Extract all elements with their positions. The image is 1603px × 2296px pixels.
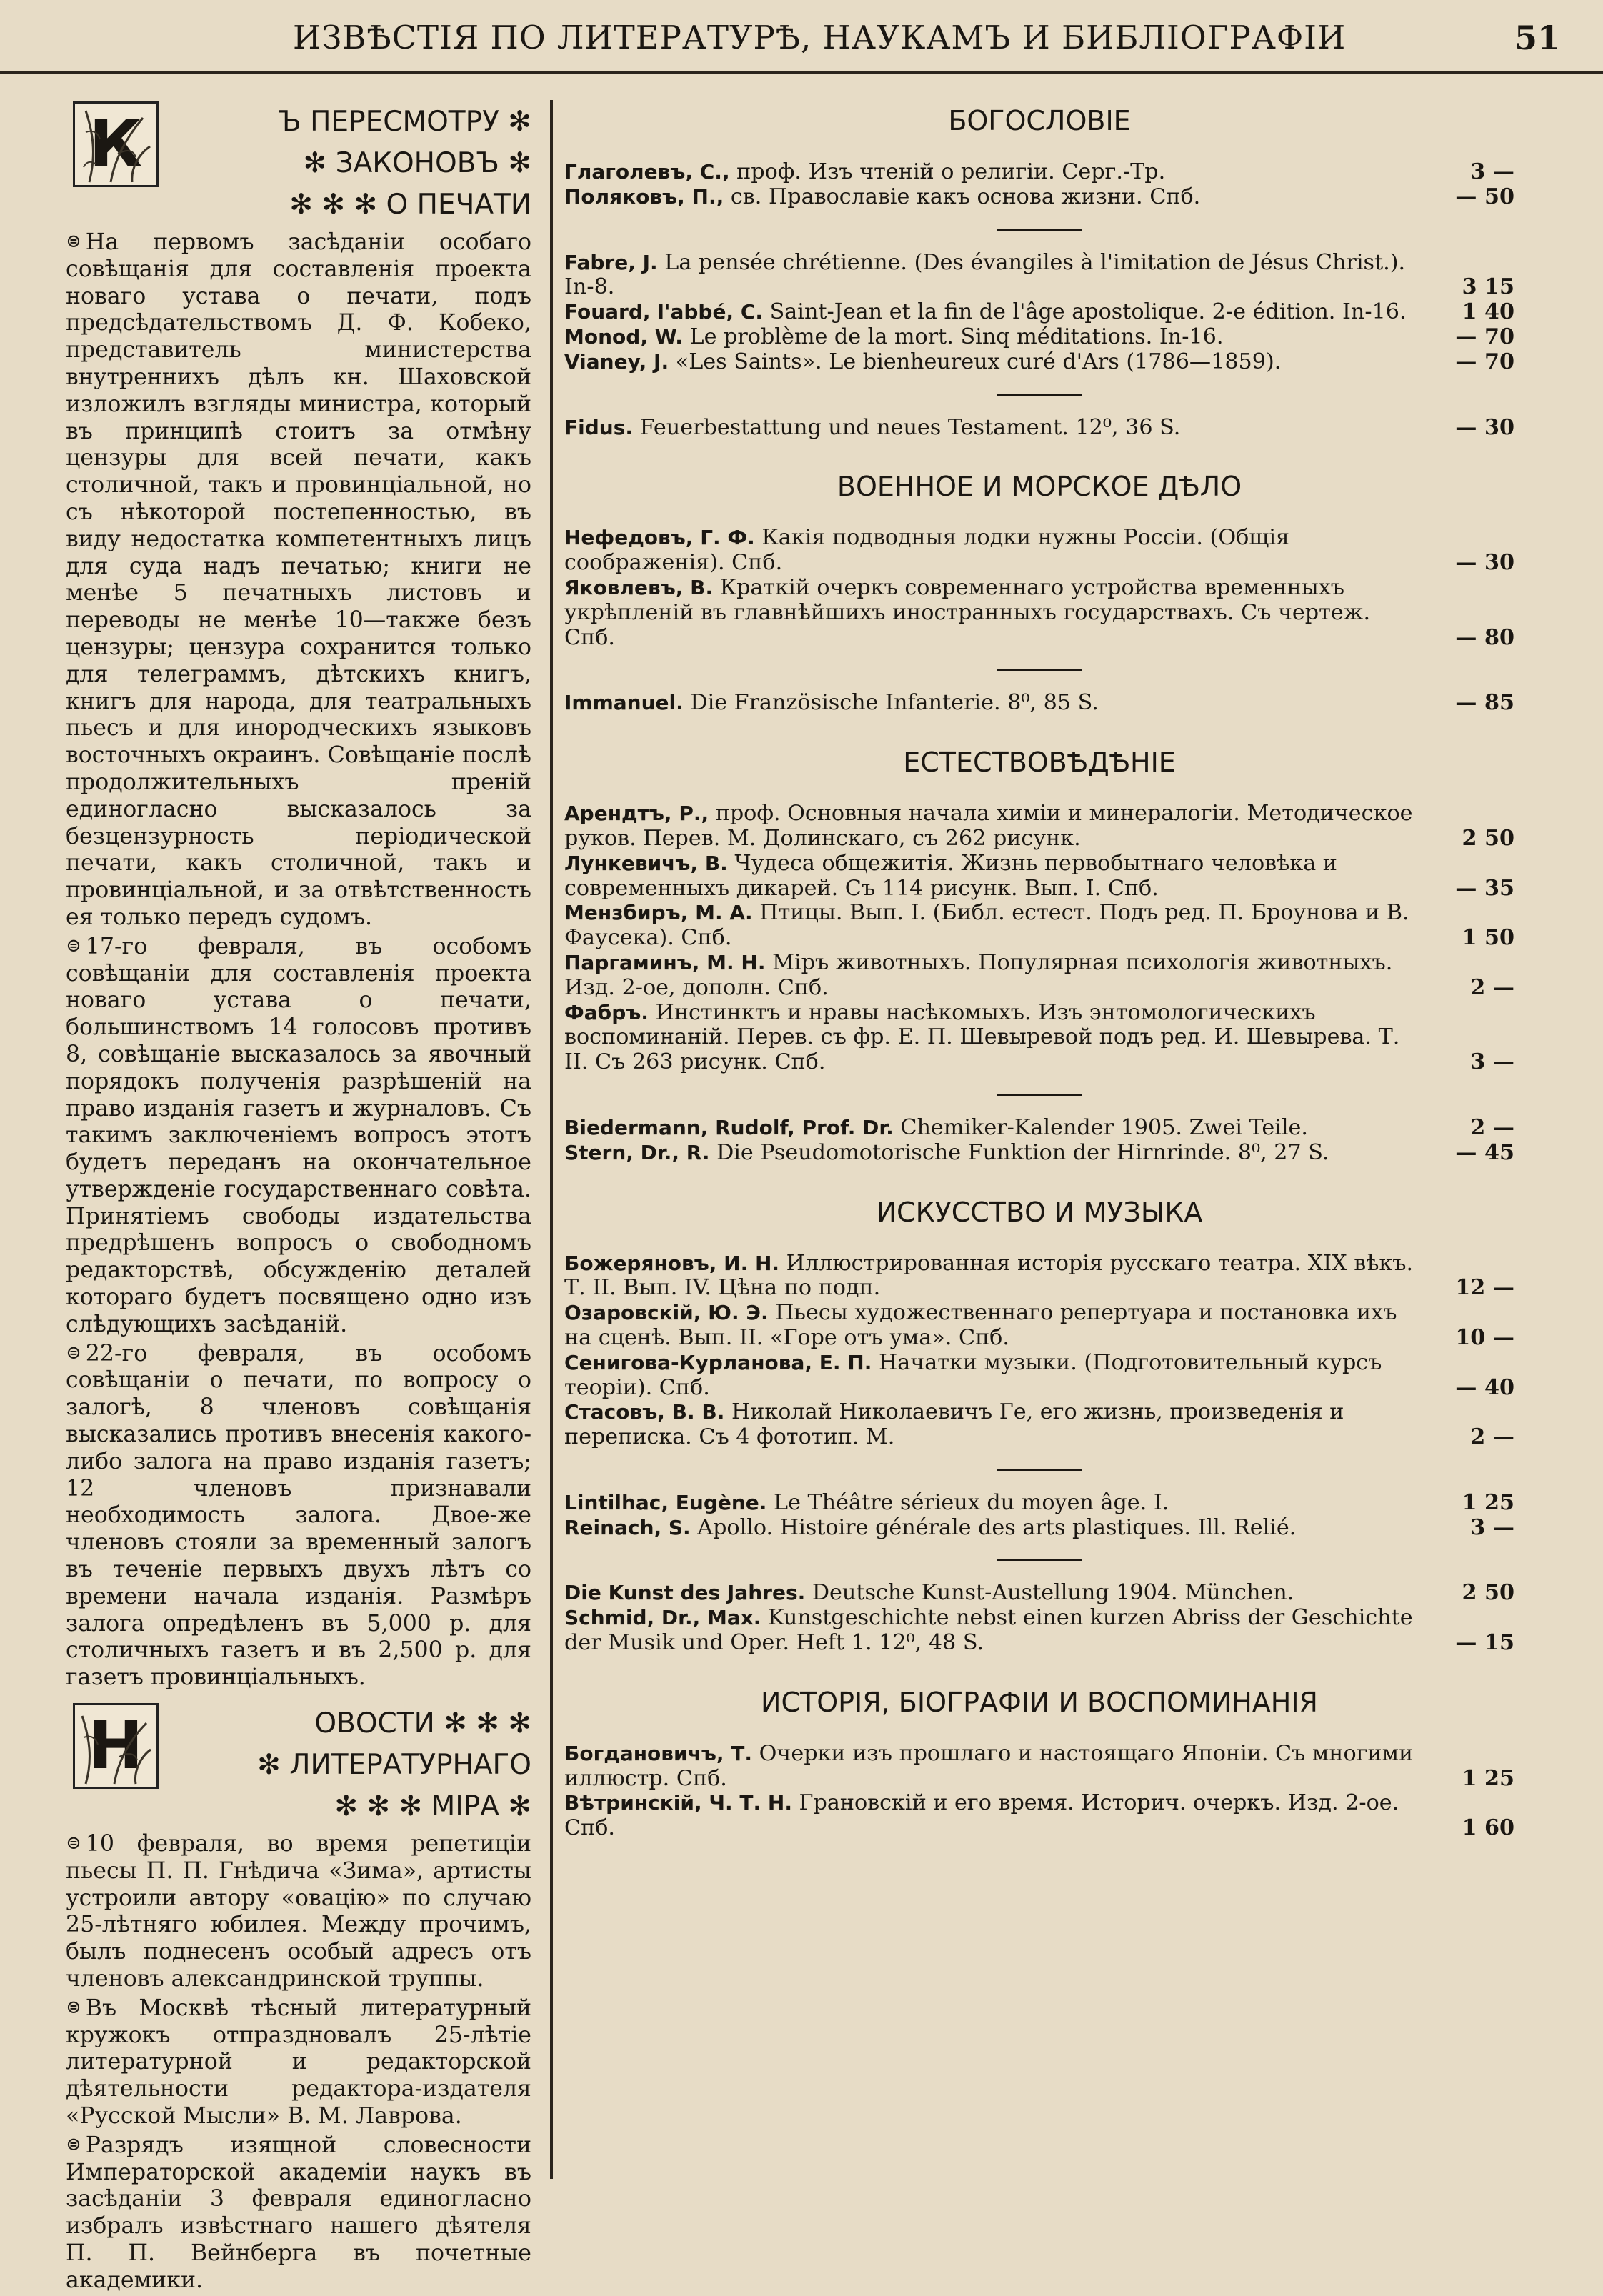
entry-price: — 35 xyxy=(1455,875,1514,901)
entry-title: проф. Изъ чтеній о религіи. Серг.-Тр. xyxy=(729,159,1166,184)
book-entry xyxy=(564,526,1514,576)
entry-title: Deutsche Kunst-Austellung 1904. München. xyxy=(805,1580,1294,1606)
spacer xyxy=(564,143,1514,160)
entry-price: 1 40 xyxy=(1462,299,1514,325)
entry-author: Фабръ. xyxy=(564,1000,649,1024)
entry-author: Immanuel. xyxy=(564,691,684,715)
entry-title: св. Православіе какъ основа жизни. Спб. xyxy=(724,184,1201,209)
news-paragraph xyxy=(66,229,531,932)
news-paragraph xyxy=(66,933,531,1339)
page-header xyxy=(0,0,1603,74)
bullet-icon: ⊜ xyxy=(66,1996,81,2018)
entry-title: «Les Saints». Le bienheureux curé d'Ars (1786—1859). xyxy=(669,349,1282,374)
news-paragraph xyxy=(66,1995,531,2130)
entry-price: 3 15 xyxy=(1462,274,1514,300)
entry-price: 1 25 xyxy=(1462,1489,1514,1515)
category-title: ИСКУССТВО И МУЗЫКА xyxy=(876,1196,1203,1228)
bullet-icon: ⊜ xyxy=(66,2133,81,2155)
entry-price: — 70 xyxy=(1455,349,1514,374)
entry-author: Яковлевъ, В. xyxy=(564,575,714,599)
dropcap-letter: Н xyxy=(88,1707,144,1785)
entry-price: — 80 xyxy=(1455,624,1514,650)
bullet-icon: ⊜ xyxy=(66,934,81,957)
book-entry xyxy=(564,1742,1514,1792)
group-separator xyxy=(997,1469,1082,1471)
entry-author: Божеряновъ, И. Н. xyxy=(564,1251,780,1275)
book-entry xyxy=(564,1141,1514,1166)
entry-author: Schmid, Dr., Max. xyxy=(564,1606,761,1630)
entry-author: Стасовъ, В. В. xyxy=(564,1400,725,1424)
book-entry xyxy=(564,951,1514,1001)
entry-title: Очерки изъ прошлаго и настоящаго Японіи. Съ многими иллюстр. Спб. xyxy=(564,1740,1414,1791)
entry-price: — 15 xyxy=(1455,1630,1514,1656)
entry-price: 1 60 xyxy=(1462,1815,1514,1841)
entry-title: Kunstgeschichte nebst einen kurzen Abriss der Geschichte der Musik und Oper. Heft 1. 12⁰, 48 S. xyxy=(564,1605,1413,1656)
section-title-line: ✻ ЗАКОНОВЪ ✻ xyxy=(303,147,531,179)
entry-price: 3 — xyxy=(1470,1049,1514,1075)
section-title-line: Ъ ПЕРЕСМОТРУ ✻ xyxy=(278,106,531,138)
entry-title: Saint-Jean et la fin de l'âge apostolique. 2-e édition. In-16. xyxy=(763,299,1407,325)
section-head-press-law xyxy=(66,101,531,226)
entry-title: Николай Николаевичъ Ге, его жизнь, произведенія и переписка. Съ 4 фототип. М. xyxy=(564,1399,1344,1450)
spacer xyxy=(564,1656,1514,1674)
entry-price: — 50 xyxy=(1455,184,1514,209)
book-entry xyxy=(564,1791,1514,1841)
entry-title: Какія подводныя лодки нужны Россіи. (Общія соображенія). Спб. xyxy=(564,525,1290,576)
book-entry xyxy=(564,1606,1514,1656)
foliage-ornament-icon xyxy=(75,104,156,185)
section-title-line: ✻ ✻ ✻ О ПЕЧАТИ xyxy=(289,189,531,221)
entry-price: 1 50 xyxy=(1462,925,1514,951)
entry-author: Озаровскій, Ю. Э. xyxy=(564,1301,769,1325)
book-entry xyxy=(564,1301,1514,1351)
category-title: ИСТОРІЯ, БІОГРАФІИ И ВОСПОМИНАНІЯ xyxy=(761,1686,1318,1718)
entry-title: Le problème de la mort. Sinq méditations. In-16. xyxy=(682,324,1224,349)
entry-title: Инстинктъ и нравы насѣкомыхъ. Изъ энтомологическихъ воспоминаній. Перев. съ фр. Е. П. Шевыревой подъ ред. И. Шевырева. Т. II. Съ 263 рисунк. Спб. xyxy=(564,999,1400,1075)
entry-price: — 45 xyxy=(1455,1139,1514,1165)
entry-price: 1 25 xyxy=(1462,1765,1514,1791)
book-entry xyxy=(564,1001,1514,1075)
section-title-line: ✻ ЛИТЕРАТУРНАГО xyxy=(257,1749,531,1782)
bibliography-column xyxy=(564,93,1514,1860)
entry-title: Feuerbestattung und neues Testament. 12⁰, 36 S. xyxy=(633,414,1181,440)
entry-price: — 85 xyxy=(1455,690,1514,716)
spacer xyxy=(564,1234,1514,1252)
entry-author: Богдановичъ, Т. xyxy=(564,1741,753,1765)
book-entry xyxy=(564,160,1514,185)
book-entry xyxy=(564,1491,1514,1516)
entry-author: Паргаминъ, М. Н. xyxy=(564,950,766,974)
group-separator xyxy=(997,1094,1082,1096)
book-entry xyxy=(564,1351,1514,1401)
book-entry xyxy=(564,1252,1514,1302)
spacer xyxy=(564,1725,1514,1742)
entry-author: Глаголевъ, С., xyxy=(564,160,730,184)
news-text: 10 февраля, во время репетиціи пьесы П. П. Гнѣдича «Зима», артисты устроили автору «овацію» по случаю 25-лѣтняго юбилея. Между прочимъ, былъ поднесенъ особый адресъ отъ членовъ александринской труппы. xyxy=(66,1831,531,1992)
book-entry xyxy=(564,691,1514,716)
section-title-line: ✻ ✻ ✻ МІРА ✻ xyxy=(334,1790,531,1823)
entry-author: Сенигова-Курланова, Е. П. xyxy=(564,1350,872,1374)
entry-title: Пьесы художественнаго репертуара и постановка ихъ на сценѣ. Вып. II. «Горе отъ ума». Спб. xyxy=(564,1300,1397,1350)
bullet-icon: ⊜ xyxy=(66,1342,81,1364)
book-entry xyxy=(564,1116,1514,1141)
entry-author: Поляковъ, П., xyxy=(564,184,724,209)
entry-title: Птицы. Вып. I. (Библ. естест. Подъ ред. П. Броунова и В. Фаусека). Спб. xyxy=(564,900,1409,951)
category-title: ЕСТЕСТВОВѢДѢНІЕ xyxy=(903,747,1176,779)
entry-author: Лункевичъ, В. xyxy=(564,851,728,875)
entry-title: Грановскій и его время. Историч. очеркъ. Изд. 2-ое. Спб. xyxy=(564,1790,1399,1841)
entry-title: La pensée chrétienne. (Des évangiles à l'imitation de Jésus Christ.). In-8. xyxy=(564,249,1406,300)
page-number: 51 xyxy=(1514,19,1560,57)
entry-title: Die Französische Infanterie. 8⁰, 85 S. xyxy=(683,690,1099,716)
ornamental-initial xyxy=(73,101,159,187)
entry-title: Иллюстрированная исторія русскаго театра. XIX вѣкъ. Т. II. Вып. IV. Цѣна по подп. xyxy=(564,1250,1414,1301)
running-title: ИЗВѢСТІЯ ПО ЛИТЕРАТУРѢ, НАУКАМЪ И БИБЛІОГРАФІИ xyxy=(293,19,1347,56)
entry-author: Нефедовъ, Г. Ф. xyxy=(564,526,755,550)
entry-author: Арендтъ, Р., xyxy=(564,802,709,826)
book-entry xyxy=(564,350,1514,375)
entry-price: 12 — xyxy=(1455,1275,1514,1301)
book-entry xyxy=(564,1516,1514,1541)
section-title-line: ОВОСТИ ✻ ✻ ✻ xyxy=(314,1707,531,1740)
news-paragraph xyxy=(66,1830,531,1993)
news-text: 17-го февраля, въ особомъ совѣщаніи для составленія проекта новаго устава о печати, большинствомъ 14 голосовъ противъ 8, совѣщаніе высказалось за явочный порядокъ полученія разрѣшеній на право изданія газетъ и журналовъ. Съ такимъ заключеніемъ вопросъ этотъ будетъ переданъ на окончательное утвержденіе государственнаго совѣта. Принятіемъ свободы издательства предрѣшенъ вопросъ о свободномъ редакторствѣ, обсужденію деталей котораго будетъ посвящено одно изъ слѣдующихъ засѣданій. xyxy=(66,933,531,1337)
group-separator xyxy=(997,229,1082,231)
entry-price: 2 — xyxy=(1470,974,1514,1000)
book-entry xyxy=(564,416,1514,441)
entry-title: Apollo. Histoire générale des arts plastiques. Ill. Relié. xyxy=(690,1514,1297,1540)
book-entry xyxy=(564,576,1514,650)
entry-price: — 30 xyxy=(1455,414,1514,440)
entry-author: Fouard, l'abbé, C. xyxy=(564,300,764,324)
entry-title: Die Pseudomotorische Funktion der Hirnrinde. 8⁰, 27 S. xyxy=(709,1139,1329,1165)
entry-price: 3 — xyxy=(1470,159,1514,184)
book-entry xyxy=(564,251,1514,301)
entry-price: 2 — xyxy=(1470,1114,1514,1140)
entry-author: Monod, W. xyxy=(564,324,683,349)
entry-author: Fabre, J. xyxy=(564,250,658,274)
book-entry xyxy=(564,1400,1514,1450)
group-separator xyxy=(997,1559,1082,1561)
entry-author: Fidus. xyxy=(564,415,634,439)
foliage-ornament-icon xyxy=(75,1705,156,1787)
entry-title: Міръ животныхъ. Популярная психологія животныхъ. Изд. 2-ое, дополн. Спб. xyxy=(564,949,1393,1000)
entry-price: 2 — xyxy=(1470,1424,1514,1450)
entry-price: — 30 xyxy=(1455,550,1514,576)
entry-price: 2 50 xyxy=(1462,1580,1514,1606)
left-column xyxy=(66,101,531,2296)
entry-title: Начатки музыки. (Подготовительный курсъ теоріи). Спб. xyxy=(564,1349,1382,1400)
section-head-literary-news xyxy=(66,1703,531,1827)
book-entry xyxy=(564,852,1514,902)
entry-price: 2 50 xyxy=(1462,825,1514,851)
book-entry xyxy=(564,802,1514,852)
column-divider xyxy=(550,100,553,2179)
entry-title: Чудеса общежитія. Жизнь первобытнаго человѣка и современныхъ дикарей. Съ 114 рисунк. Вып. I. Спб. xyxy=(564,850,1337,901)
dropcap-letter: К xyxy=(89,106,143,182)
entry-title: Chemiker-Kalender 1905. Zwei Teile. xyxy=(893,1114,1308,1140)
book-entry xyxy=(564,325,1514,350)
group-separator xyxy=(997,669,1082,671)
book-entry xyxy=(564,185,1514,210)
spacer xyxy=(564,716,1514,734)
entry-price: 10 — xyxy=(1455,1324,1514,1350)
entry-price: — 70 xyxy=(1455,324,1514,349)
book-entry xyxy=(564,1581,1514,1606)
entry-author: Reinach, S. xyxy=(564,1515,691,1539)
spacer xyxy=(564,784,1514,802)
entry-price: — 40 xyxy=(1455,1374,1514,1400)
entry-author: Die Kunst des Jahres. xyxy=(564,1581,806,1605)
entry-title: Le Théâtre sérieux du moyen âge. I. xyxy=(766,1489,1169,1515)
entry-author: Мензбиръ, М. А. xyxy=(564,901,753,925)
news-text: На первомъ засѣданіи особаго совѣщанія для составленія проекта новаго устава о печати, подъ предсѣдательствомъ Д. Ф. Кобеко, представитель министерства внутреннихъ дѣлъ кн. Шаховской изложилъ взгляды министра, который въ принципѣ стоитъ за отмѣну цензуры для всей печати, какъ столичной, такъ и провинціальной, но съ нѣкоторой постепенностью, въ виду недостатка компетентныхъ лицъ для суда надъ печатью; книги не менѣе 5 печатныхъ листовъ и переводы не менѣе 10—также безъ цензуры; цензура сохранится только для телеграммъ, дѣтскихъ книгъ, книгъ для народа, для театральныхъ пьесъ и для инородческихъ языковъ восточныхъ окраинъ. Совѣщаніе послѣ продолжительныхъ преній единогласно высказалось за безцензурность періодической печати, какъ столичной, такъ и провинціальной, и за отвѣтственность ея только передъ судомъ. xyxy=(66,229,531,930)
spacer xyxy=(564,1841,1514,1860)
entry-title: Краткій очеркъ современнаго устройства временныхъ укрѣпленій въ главнѣйшихъ иностранныхъ государствахъ. Съ чертеж. Спб. xyxy=(564,574,1371,650)
entry-price: 3 — xyxy=(1470,1514,1514,1540)
news-text: Разрядъ изящной словесности Императорской академіи наукъ въ засѣданіи 3 февраля единогласно избралъ извѣстнаго нашего дѣятеля П. П. Вейнберга въ почетные академики. xyxy=(66,2132,531,2293)
news-text: Въ Москвѣ тѣсный литературный кружокъ отпраздновалъ 25-лѣтіе литературной и редакторской дѣятельности редактора-издателя «Русской Мысли» В. М. Лаврова. xyxy=(66,1995,531,2129)
spacer xyxy=(564,509,1514,526)
ornamental-initial xyxy=(73,1703,159,1789)
entry-title: проф. Основныя начала химіи и минералогіи. Методическое руков. Перев. М. Долинскаго, съ 262 рисунк. xyxy=(564,801,1413,851)
entry-author: Lintilhac, Eugène. xyxy=(564,1490,767,1514)
group-separator xyxy=(997,394,1082,396)
bullet-icon: ⊜ xyxy=(66,1832,81,1855)
category-title: БОГОСЛОВІЕ xyxy=(948,105,1131,136)
spacer xyxy=(564,1166,1514,1184)
book-entry xyxy=(564,901,1514,951)
bullet-icon: ⊜ xyxy=(66,231,81,252)
news-paragraph xyxy=(66,2132,531,2295)
entry-author: Biedermann, Rudolf, Prof. Dr. xyxy=(564,1115,894,1139)
entry-author: Вѣтринскій, Ч. Т. Н. xyxy=(564,1791,792,1815)
book-entry xyxy=(564,300,1514,325)
news-text: 22-го февраля, въ особомъ совѣщаніи о печати, по вопросу о залогѣ, 8 членовъ совѣщанія высказались противъ внесенія какого-либо залога на право изданія газетъ; 12 членовъ признавали необходимость залога. Двое-же членовъ стояли за временный залогъ въ теченіе первыхъ двухъ лѣтъ со времени начала изданія. Размѣръ залога опредѣленъ въ 5,000 р. для столичныхъ газетъ и въ 2,500 р. для газетъ провинціальныхъ. xyxy=(66,1340,531,1691)
category-title: ВОЕННОЕ И МОРСКОЕ ДѢЛО xyxy=(837,471,1242,503)
news-paragraph xyxy=(66,1340,531,1692)
spacer xyxy=(564,440,1514,459)
entry-author: Stern, Dr., R. xyxy=(564,1140,710,1164)
entry-author: Vianey, J. xyxy=(564,349,669,374)
